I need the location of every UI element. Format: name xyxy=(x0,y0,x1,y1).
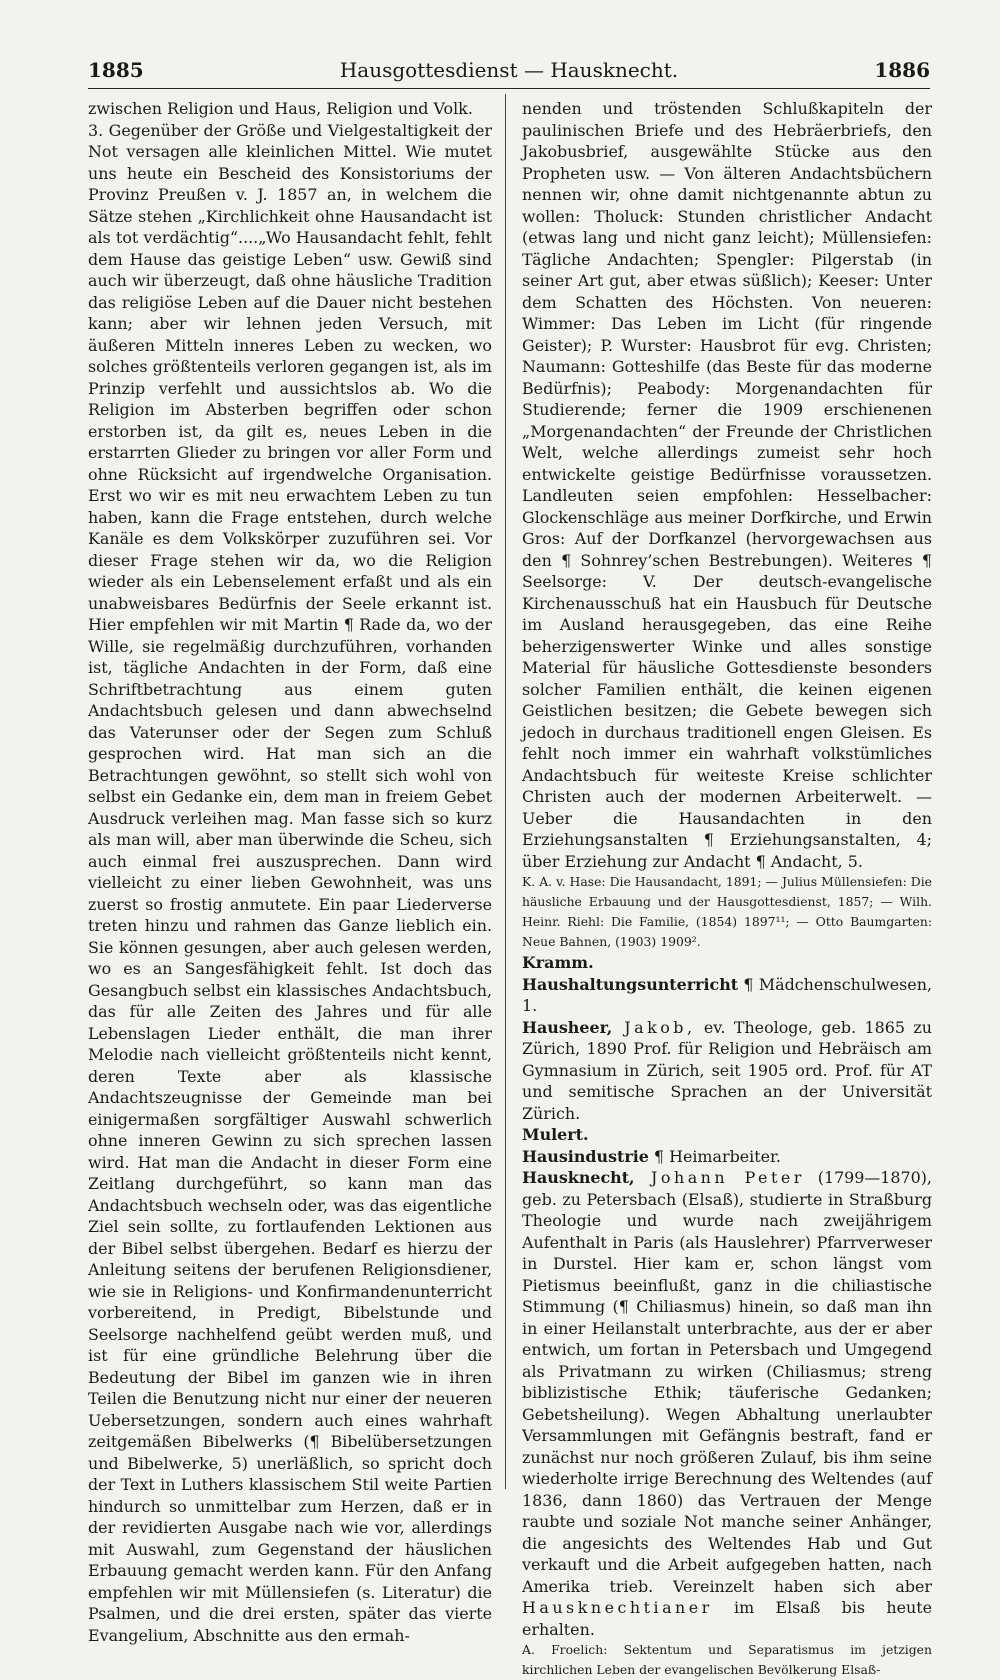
author-signature-mulert: Mulert. xyxy=(522,1125,589,1144)
literature-hausknecht: A. Froelich: Sektentum und Separatismus im jetzigen kirchlichen Leben der evangelischen Bevölkerung Elsaß- xyxy=(522,1642,932,1677)
column-divider xyxy=(505,94,506,1489)
entry-text: ¶ Mädchenschulwesen, 1. xyxy=(522,974,932,1015)
person-name: Johann Peter xyxy=(634,1168,805,1187)
right-column xyxy=(522,98,932,1677)
author-signature-kramm: Kramm. xyxy=(522,953,594,972)
lemma: Hausknecht, xyxy=(522,1168,635,1187)
paragraph-andachtsbuecher: nenden und tröstenden Schlußkapiteln der paulinischen Briefe und des Hebräerbriefs, den Jakobusbrief, ausgewählte Stücke aus den Propheten usw. — Von älteren Andachtsbüchern nennen wir, ohne damit nichtgenannte abtun zu wollen: Tholuck: Stunden christlicher Andacht (etwas lang und nicht ganz leicht); Müllensiefen: Tägliche Andachten; Spengler: Pilgerstab (in seiner Art gut, aber etwas süßlich); Keeser: Unter dem Schatten des Höchsten. Von neueren: Wimmer: Das Leben im Licht (für ringende Geister); P. Wurster: Hausbrot für evg. Christen; Naumann: Gotteshilfe (das Beste für das moderne Bedürfnis); Peabody: Morgenandachten für Studierende; ferner die 1909 erschienenen „Morgenandachten“ der Freunde der Christlichen Welt, welche allerdings zumeist sehr hoch entwickelte geistige Bedürfnisse voraussetzen. Landleuten seien empfohlen: Hesselbacher: Glockenschläge aus meiner Dorfkirche, und Erwin Gros: Auf der Dorfkanzel (hervorgewachsen aus den ¶ Sohnrey’schen Bestrebungen). Weiteres ¶ Seelsorge: V. Der deutsch-evangelische Kirchenausschuß hat ein Hausbuch für Deutsche im Ausland herausgegeben, das eine Reihe beherzigenswerter Winke und alles sonstige Material für häusliche Gottesdienste besonders solcher Familien enthält, die keinen eigenen Geistlichen besitzen; die Gebete bewegen sich jedoch in durchaus traditionell engen Gleisen. Es fehlt noch immer ein wahrhaft volkstümliches Andachtsbuch für weiteste Kreise schlichter Christen auch der modernen Arbeiterwelt. — Ueber die Hausandachten in den Erziehungsanstalten ¶ Erziehungsanstalten, 4; über Erziehung zur Andacht ¶ Andacht, 5. xyxy=(522,99,932,871)
running-header xyxy=(88,58,930,89)
paragraph-continuation: zwischen Religion und Haus, Religion und Volk. xyxy=(88,99,473,118)
lemma: Haushaltungsunterricht xyxy=(522,974,739,994)
literature-hausgottesdienst: K. A. v. Hase: Die Hausandacht, 1891; — Julius Müllensiefen: Die häusliche Erbauung und der Hausgottesdienst, 1857; — Wilh. Heinr. Riehl: Die Familie, (1854) 1897¹¹; — Otto Baumgarten: Neue Bahnen, (1903) 1909². xyxy=(522,874,932,949)
lemma: Hausheer, xyxy=(522,1017,613,1037)
entry-text: (1799—1870), geb. zu Petersbach (Elsaß), studierte in Straßburg Theologie und wurde nach zweijährigem Aufenthalt in Paris (als Hauslehrer) Pfarrverweser in Durstel. Hier kam er, schon längst vom Pietismus beeinflußt, ganz in die chiliastische Stimmung (¶ Chiliasmus) hinein, so daß man ihn in einer Heilanstalt unterbrachte, aus der er aber entwich, um fortan in Petersbach und Umgegend als Privatmann zu wirken (Chiliasmus; streng biblizistische Ethik; täuferische Gedanken; Gebetsheilung). Wegen Abhaltung unerlaubter Versammlungen mit Gefängnis bestraft, fand er zunächst nur noch größeren Zulauf, bis ihm seine wiederholte irrige Berechnung des Weltendes (auf 1836, dann 1860) das Vertrauen der Menge raubte und soziale Not manche seiner Anhänger, die angesichts des Weltendes Hab und Gut verkauft und die Arbeit aufgegeben hatten, nach Amerika trieb. Vereinzelt haben sich aber xyxy=(522,1168,932,1596)
running-title: Hausgottesdienst — Hausknecht. xyxy=(339,58,679,82)
left-column xyxy=(88,98,492,1645)
page-number-left: 1885 xyxy=(88,58,144,82)
entry-text-end: im Elsaß bis heute erhalten. xyxy=(522,1598,932,1639)
entry-hausindustrie xyxy=(522,1146,932,1168)
entry-hausheer xyxy=(522,1017,932,1125)
entry-text: ev. Theologe, geb. 1865 zu Zürich, 1890 Prof. für Religion und Hebräisch am Gymnasium in Zürich, seit 1905 ord. Prof. für AT und semitische Sprachen an der Universität Zürich. xyxy=(522,1017,932,1123)
entry-hausknecht xyxy=(522,1167,932,1640)
entry-text: ¶ Heimarbeiter. xyxy=(648,1146,781,1166)
spaced-term: Hausknechtianer xyxy=(522,1598,713,1617)
person-name: Jakob, xyxy=(612,1017,696,1037)
entry-haushaltungsunterricht xyxy=(522,974,932,1017)
paragraph-section-3: 3. Gegenüber der Größe und Vielgestaltigkeit der Not versagen alle kleinlichen Mittel. Wie mutet uns heute ein Bescheid des Konsistoriums der Provinz Preußen v. J. 1857 an, in welchem die Sätze stehen „Kirchlichkeit ohne Hausandacht ist als tot verdächtig“....„Wo Hausandacht fehlt, fehlt dem Hause das geistige Leben“ usw. Gewiß sind auch wir überzeugt, daß ohne häusliche Tradition das religiöse Leben auf die Dauer nicht bestehen kann; aber wir lehnen jeden Versuch, mit äußeren Mitteln inneres Leben zu wecken, wo solches größtenteils verloren gegangen ist, als im Prinzip verfehlt und aussichtslos ab. Wo die Religion im Absterben begriffen oder schon erstorben ist, da gilt es, neues Leben in die erstarrten Glieder zu bringen vor aller Form und ohne Rücksicht auf irgendwelche Organisation. Erst wo wir es mit neu erwachtem Leben zu tun haben, kann die Frage entstehen, durch welche Kanäle es dem Volkskörper zuzuführen sei. Vor dieser Frage stehen wir da, wo die Religion wieder als ein Lebenselement erfaßt und als ein unabweisbares Bedürfnis der Seele erkannt ist. Hier empfehlen wir mit Martin ¶ Rade da, wo der Wille, sie regelmäßig durchzuführen, vorhanden ist, tägliche Andachten in der Form, daß eine Schriftbetrachtung aus einem guten Andachtsbuch gelesen und dann abwechselnd das Vaterunser oder der Segen zum Schluß gesprochen wird. Hat man sich an die Betrachtungen gewöhnt, so stellt sich wohl von selbst ein Gedanke ein, dem man in freiem Gebet Ausdruck verleihen mag. Man fasse sich so kurz als man will, aber man überwinde die Scheu, sich auch einmal frei auszusprechen. Dann wird vielleicht zu einer lieben Gewohnheit, was uns zuerst so frostig anmutete. Ein paar Liederverse treten hinzu und rahmen das Ganze lieblich ein. Sie können gesungen, aber auch gelesen werden, wo es an Sangesfähigkeit fehlt. Ist doch das Gesangbuch selbst ein klassisches Andachtsbuch, das für alle Zeiten des Jahres und für alle Lebenslagen Lieder enthält, die man ihrer Melodie nach vielleicht größtenteils nicht kennt, deren Texte aber als klassische Andachtszeugnisse der Gemeinde man bei einigermaßen sorgfältiger Auswahl schwerlich ohne inneren Gewinn zu sich sprechen lassen wird. Hat man die Andacht in dieser Form eine Zeitlang durchgeführt, so kann man das Andachtsbuch wechseln oder, was das eigentliche Ziel sein sollte, zu fortlaufenden Lektionen aus der Bibel selbst übergehen. Bedarf es hierzu der Anleitung seitens der berufenen Religionsdiener, wie sie in Religions- und Konfirmandenunterricht vorbereitend, in Predigt, Bibelstunde und Seelsorge nachhelfend geübt werden muß, und ist für eine gründliche Belehrung über die Bedeutung der Bibel im ganzen wie in ihren Teilen die Benutzung nicht nur einer der neueren Uebersetzungen, sondern auch eines wahrhaft zeitgemäßen Bibelwerks (¶ Bibelübersetzungen und Bibelwerke, 5) unerläßlich, so spricht doch der Text in Luthers klassischem Stil weite Partien hindurch so unmittelbar zum Herzen, daß er in der revidierten Ausgabe nach wie vor, allerdings mit Auswahl, zum Gegenstand der häuslichen Erbauung gemacht werden kann. Für den Anfang empfehlen wir mit Müllensiefen (s. Literatur) die Psalmen, und die drei ersten, später das vierte Evangelium, Abschnitte aus den ermah- xyxy=(88,120,492,1645)
lemma: Hausindustrie xyxy=(522,1146,649,1166)
page-number-right: 1886 xyxy=(874,58,930,82)
